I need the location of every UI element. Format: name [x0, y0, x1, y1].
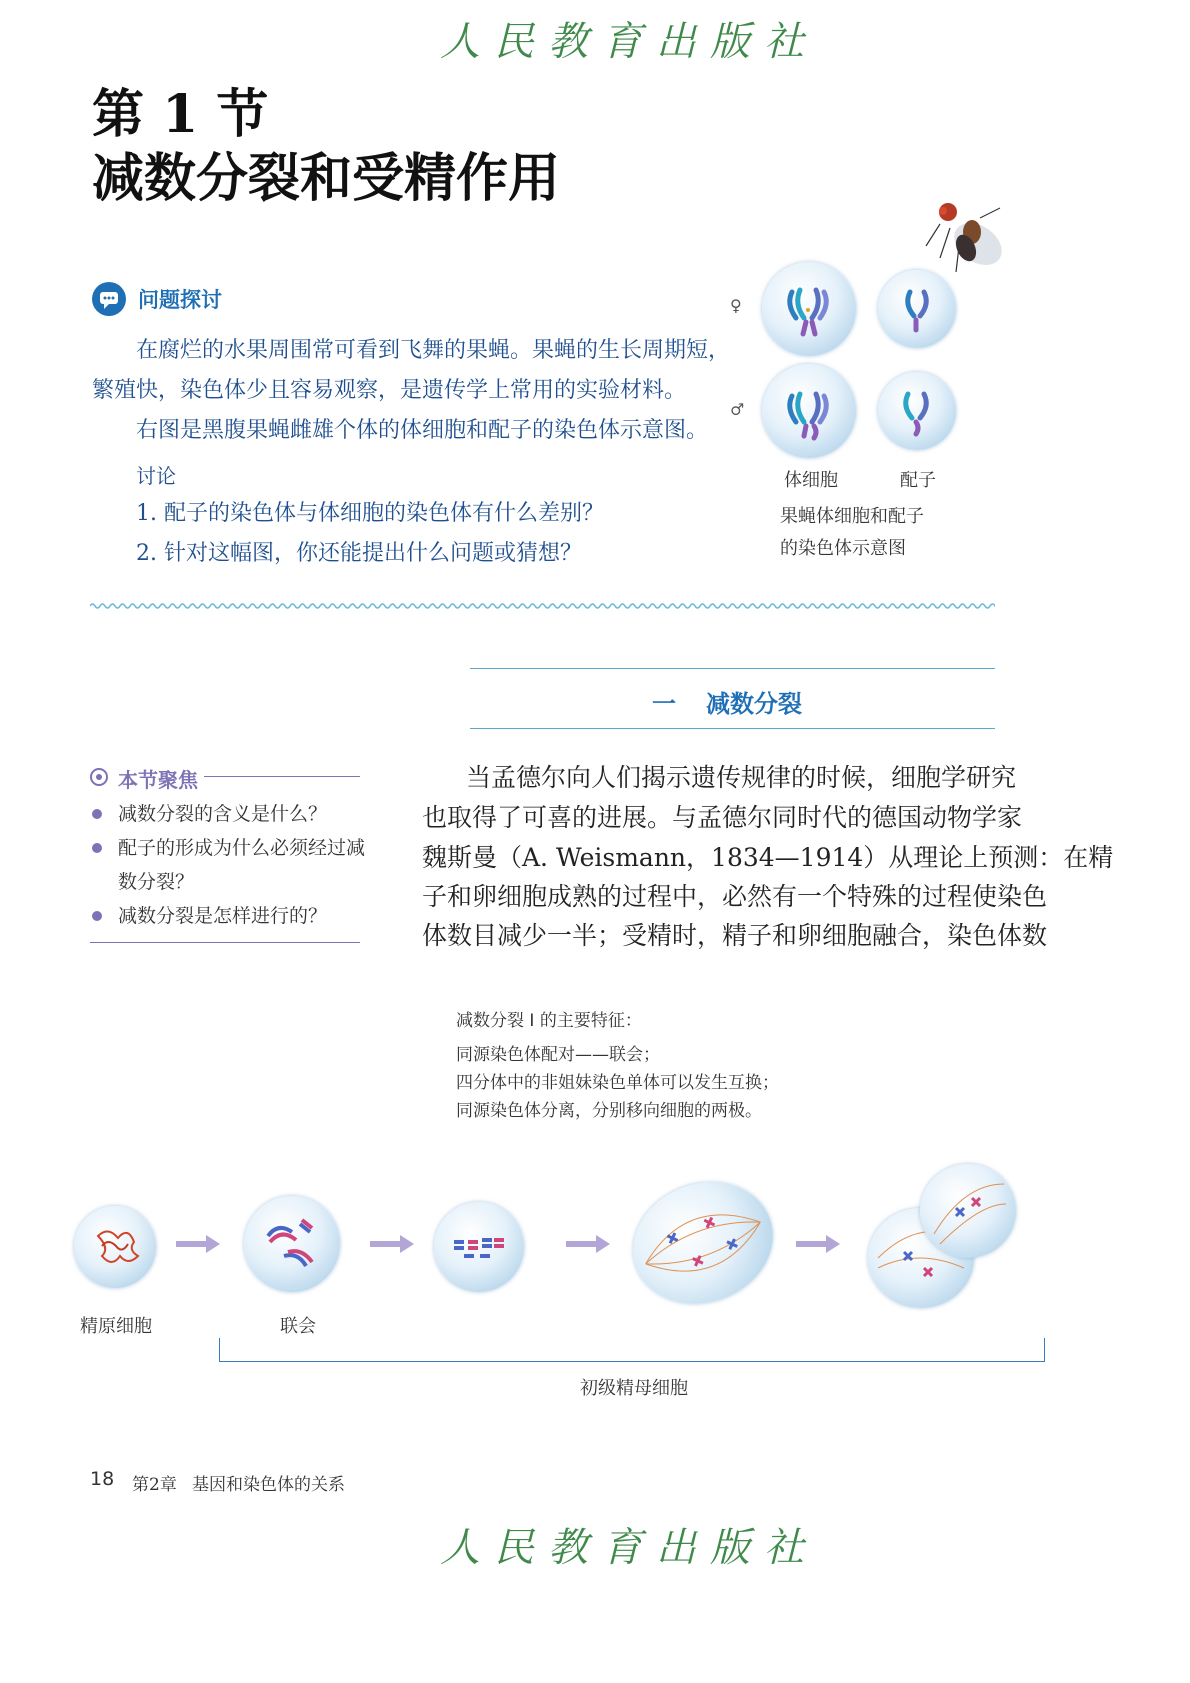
female-symbol: ♀	[730, 296, 742, 315]
chat-bubble-icon	[92, 282, 126, 316]
focus-bullet	[92, 843, 102, 853]
male-gamete-cell	[878, 372, 956, 450]
label-spermatogonium: 精原细胞	[80, 1316, 152, 1337]
male-symbol: ♂	[730, 400, 745, 419]
subsection-rule-bottom	[470, 728, 995, 729]
subsection-rule-top	[470, 668, 995, 669]
fruit-fly-illustration	[920, 188, 1010, 280]
label-primary-spermatocyte: 初级精母细胞	[580, 1378, 688, 1399]
male-somatic-cell	[762, 364, 856, 458]
arrow-right-icon	[796, 1234, 840, 1254]
anaphase-i-cell	[616, 1163, 790, 1322]
page-number: 18	[90, 1468, 115, 1490]
discuss-label: 讨论	[136, 464, 176, 488]
focus-item-3: 减数分裂是怎样进行的？	[118, 905, 328, 927]
meiosis-note-title: 减数分裂 I 的主要特征：	[456, 1011, 642, 1031]
inquiry-paragraph-2: 右图是黑腹果蝇雌雄个体的体细胞和配子的染色体示意图。	[136, 418, 709, 443]
section-number: 第 1 节	[92, 84, 269, 145]
arrow-right-icon	[176, 1234, 220, 1254]
fly-figure-caption-line-2: 的染色体示意图	[780, 538, 906, 559]
main-text-line-2: 也取得了可喜的进展。与孟德尔同时代的德国动物学家	[422, 803, 1023, 832]
bracket-left	[219, 1338, 220, 1362]
main-text-line-1: 当孟德尔向人们揭示遗传规律的时候，细胞学研究	[466, 763, 1017, 792]
bracket-right	[1044, 1338, 1045, 1362]
meiosis-note-line-3: 同源染色体分离，分别移向细胞的两极。	[456, 1101, 762, 1121]
arrow-right-icon	[370, 1234, 414, 1254]
main-text-line-5: 体数目减少一半；受精时，精子和卵细胞融合，染色体数	[422, 921, 1048, 950]
subsection-number: 一	[652, 690, 676, 718]
synapsis-cell	[244, 1196, 340, 1292]
metaphase-i-cell	[434, 1202, 524, 1292]
subsection-title: 减数分裂	[706, 690, 802, 718]
focus-bullet	[92, 911, 102, 921]
discussion-question-1: 1. 配子的染色体与体细胞的染色体有什么差别？	[136, 501, 604, 526]
focus-item-2: 配子的形成为什么必须经过减	[118, 837, 366, 859]
meiosis-note-line-2: 四分体中的非姐妹染色单体可以发生互换；	[456, 1073, 779, 1093]
telophase-i-cell-upper	[920, 1164, 1016, 1258]
publisher-watermark-top: 人民教育出版社	[440, 19, 818, 65]
fly-figure-caption-line-1: 果蝇体细胞和配子	[780, 506, 924, 527]
inquiry-paragraph-1-continued: 繁殖快，染色体少且容易观察，是遗传学上常用的实验材料。	[92, 378, 687, 403]
footer-chapter-title: 基因和染色体的关系	[192, 1475, 345, 1495]
focus-item-2-continued: 数分裂？	[118, 871, 195, 893]
main-text-line-3: 魏斯曼（A. Weismann，1834—1914）从理论上预测：在精	[422, 843, 1114, 872]
label-somatic-cell: 体细胞	[784, 470, 838, 491]
meiosis-note-line-1: 同源染色体配对——联会；	[456, 1045, 660, 1065]
main-text-line-4: 子和卵细胞成熟的过程中，必然有一个特殊的过程使染色	[422, 882, 1048, 911]
bracket-bottom	[219, 1361, 1045, 1362]
discussion-question-2: 2. 针对这幅图，你还能提出什么问题或猜想？	[136, 541, 582, 566]
wavy-divider	[90, 600, 995, 612]
focus-heading-rule	[204, 776, 360, 777]
focus-heading: 本节聚焦	[118, 768, 198, 792]
female-somatic-cell	[762, 262, 856, 356]
label-gamete: 配子	[900, 470, 936, 491]
female-gamete-cell	[878, 270, 956, 348]
focus-bullet	[92, 809, 102, 819]
arrow-right-icon	[566, 1234, 610, 1254]
label-synapsis: 联会	[280, 1316, 316, 1337]
target-icon	[90, 768, 108, 786]
section-title: 减数分裂和受精作用	[92, 148, 561, 209]
focus-bottom-rule	[90, 942, 360, 943]
focus-item-1: 减数分裂的含义是什么？	[118, 803, 328, 825]
footer-chapter: 第2章	[132, 1475, 177, 1495]
publisher-watermark-bottom: 人民教育出版社	[440, 1525, 818, 1571]
inquiry-paragraph-1: 在腐烂的水果周围常可看到飞舞的果蝇。果蝇的生长周期短，	[136, 338, 731, 363]
inquiry-heading: 问题探讨	[138, 288, 222, 312]
spermatogonium-cell	[74, 1206, 156, 1288]
